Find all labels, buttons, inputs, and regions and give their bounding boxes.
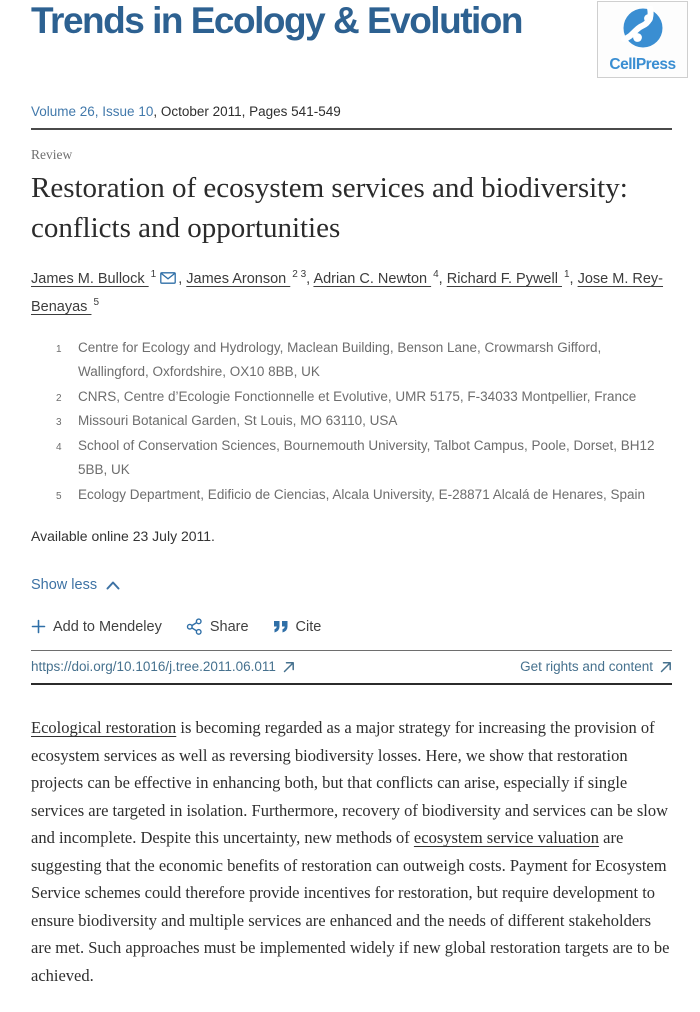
doi-rights-row xyxy=(31,651,672,683)
abstract-segment: is becoming regarded as a major strategy for increasing the provision of ecosystem services as well as reversing biodiversity losses. Here, we show that restoration projects can be effective in enhancing both, but that conflicts can arise, especially if single services are targeted in isolation. Furthermore, recovery of biodiversity and services can be slow and incomplete. Despite this uncertainty, new methods of xyxy=(31,718,669,848)
doi-link[interactable] xyxy=(31,659,295,674)
affiliation-item xyxy=(31,483,672,508)
abstract-text xyxy=(31,714,672,989)
action-bar xyxy=(31,618,672,635)
external-link-icon xyxy=(660,661,672,673)
affiliation-sup: 4 xyxy=(56,441,62,453)
doi-row-bottom-divider xyxy=(31,683,672,685)
cite-label: Cite xyxy=(295,618,322,635)
get-rights-link[interactable] xyxy=(520,659,672,674)
affiliation-list xyxy=(31,336,672,508)
cellpress-swirl-icon xyxy=(621,6,665,50)
chevron-up-icon xyxy=(106,581,120,590)
affiliation-text: CNRS, Centre d’Ecologie Fonctionnelle et Evolutive, UMR 5175, F-34033 Montpellier, France xyxy=(78,388,637,404)
affiliation-item xyxy=(31,385,672,410)
cellpress-logo xyxy=(597,1,688,78)
affiliation-item xyxy=(31,434,672,483)
journal-title: Trends in Ecology & Evolution xyxy=(31,0,522,41)
author-separator: , xyxy=(178,270,187,287)
author-separator: , xyxy=(306,270,314,287)
abstract-segment: are suggesting that the economic benefits of restoration can outweigh costs. Payment for Ecosystem Service schemes could therefore provide incentives for restoration, but require development to ensure biodiversity and multiple services are enhanced and the needs of different stakeholders are met. Such approaches must be implemented widely if new global restoration targets are to be achieved. xyxy=(31,828,670,985)
issue-line xyxy=(31,104,672,119)
volume-issue-link[interactable]: Volume 26, Issue 10 xyxy=(31,104,154,119)
affiliation-text: Centre for Ecology and Hydrology, Maclean Building, Benson Lane, Crowmarsh Gifford, Wallingford, Oxfordshire, OX10 8BB, UK xyxy=(78,339,602,380)
affiliation-sup: 5 xyxy=(56,490,62,502)
get-rights-label: Get rights and content xyxy=(520,659,653,675)
affiliation-sup: 3 xyxy=(56,417,62,429)
topic-link-ecological-restoration[interactable]: Ecological restoration xyxy=(31,718,177,738)
author-affiliation-sup: 2 3 xyxy=(292,269,307,280)
doi-url: https://doi.org/10.1016/j.tree.2011.06.011 xyxy=(31,659,276,675)
quote-icon xyxy=(273,620,289,634)
author-affiliation-sup: 1 xyxy=(150,269,157,280)
author-link[interactable]: James Aronson xyxy=(186,270,291,287)
affiliation-text: Missouri Botanical Garden, St Louis, MO 63110, USA xyxy=(78,413,398,429)
author-link[interactable]: Adrian C. Newton xyxy=(313,270,432,287)
affiliation-sup: 2 xyxy=(56,392,62,404)
add-to-mendeley-button[interactable] xyxy=(31,619,162,635)
author-separator: , xyxy=(438,270,447,287)
author-separator: , xyxy=(569,270,578,287)
cite-button[interactable] xyxy=(273,619,322,635)
available-online-date: Available online 23 July 2011. xyxy=(31,528,215,545)
affiliation-text: Ecology Department, Edificio de Ciencias, Alcala University, E-28871 Alcalá de Henares, Spain xyxy=(78,486,646,502)
journal-header xyxy=(31,0,676,82)
share-label: Share xyxy=(209,618,249,635)
affiliation-text: School of Conservation Sciences, Bournemouth University, Talbot Campus, Poole, Dorset, BH12 5BB, UK xyxy=(78,437,655,478)
article-title: Restoration of ecosystem services and biodiversity: conflicts and opportunities xyxy=(31,172,628,244)
author-link[interactable]: James M. Bullock xyxy=(31,270,149,287)
topic-link-ecosystem-service-valuation[interactable]: ecosystem service valuation xyxy=(413,828,600,848)
share-icon xyxy=(186,618,203,635)
affiliation-item xyxy=(31,336,672,385)
author-link[interactable]: Jose M. Rey-Benayas xyxy=(31,270,664,315)
external-link-icon xyxy=(283,661,295,673)
plus-icon xyxy=(31,619,46,634)
share-button[interactable] xyxy=(186,618,249,635)
issue-line-rest: , October 2011, Pages 541-549 xyxy=(153,104,341,119)
affiliation-sup: 1 xyxy=(56,343,62,355)
header-divider xyxy=(31,128,672,130)
author-affiliation-sup: 5 xyxy=(93,296,100,308)
author-affiliation-sup: 4 xyxy=(433,269,439,280)
add-to-mendeley-label: Add to Mendeley xyxy=(53,618,162,635)
cellpress-wordmark: CellPress xyxy=(609,56,676,73)
envelope-icon[interactable] xyxy=(160,272,176,284)
author-list xyxy=(31,263,671,319)
author-link[interactable]: Richard F. Pywell xyxy=(446,270,562,287)
show-less-label: Show less xyxy=(31,577,98,594)
show-less-button[interactable] xyxy=(31,577,120,593)
article-type-label: Review xyxy=(31,147,73,162)
affiliation-item xyxy=(31,409,672,434)
author-affiliation-sup: 1 xyxy=(563,269,570,280)
